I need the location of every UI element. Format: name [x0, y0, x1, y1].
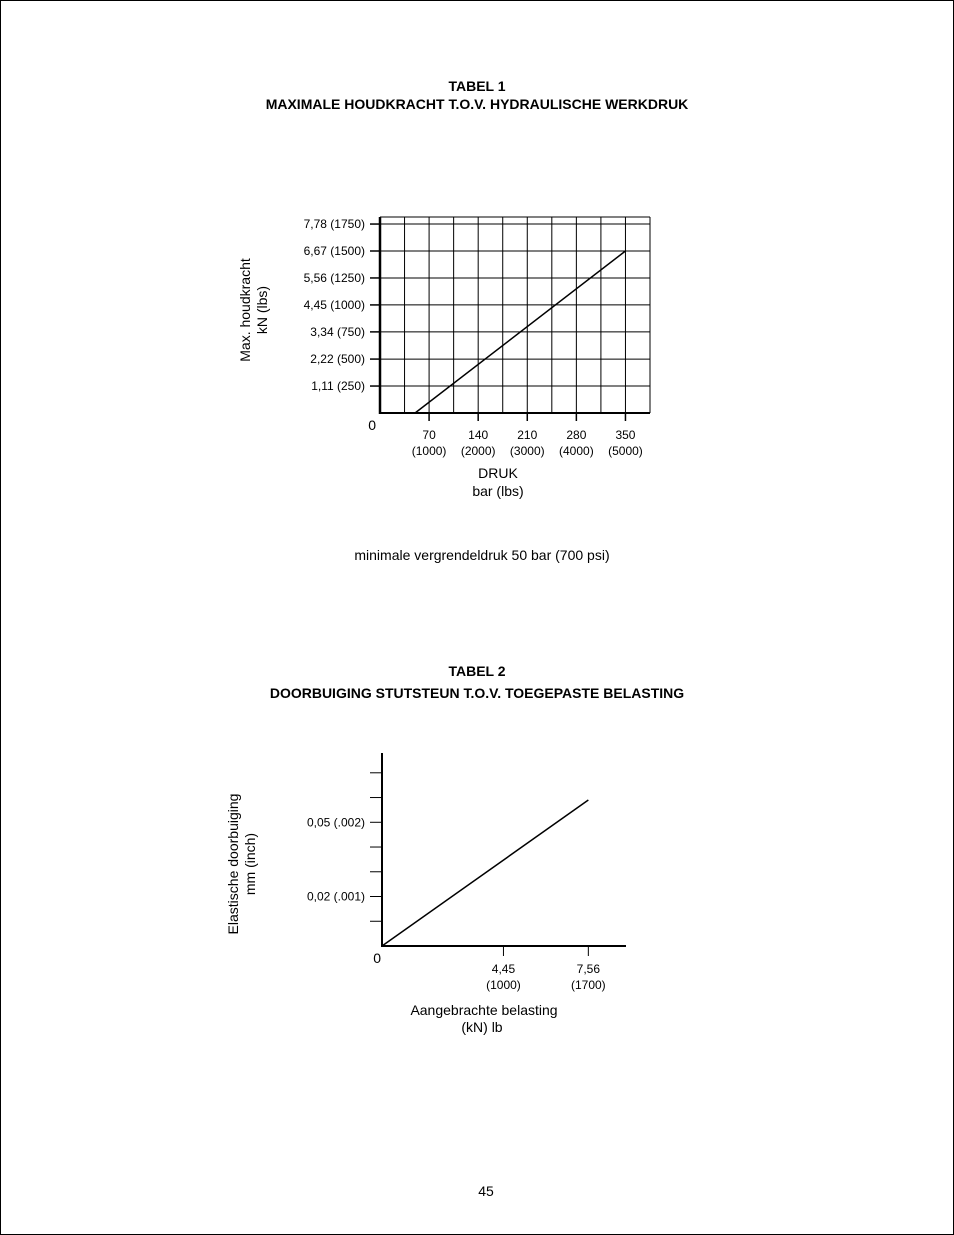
chart2-series-line: [382, 800, 588, 946]
chart1-x-tick-label: 210: [517, 428, 538, 442]
table2-heading: TABEL 2: [448, 663, 506, 679]
chart1-y-tick-label: 5,56 (1250): [303, 270, 365, 285]
minimum-locking-pressure-note: minimale vergrendeldruk 50 bar (700 psi): [354, 547, 610, 563]
chart1-x-tick-sublabel: (4000): [559, 444, 594, 458]
chart2-x-tick-label: 4,45: [491, 962, 516, 976]
table1-title: MAXIMALE HOUDKRACHT T.O.V. HYDRAULISCHE WERKDRUK: [265, 96, 689, 112]
chart1-y-tick-label: 3,34 (750): [310, 324, 365, 339]
chart2-ylabel-line1: Elastische doorbuiging: [225, 793, 241, 935]
chart1-x-tick-sublabel: (5000): [608, 444, 643, 458]
chart2-xlabel-line2: (kN) lb: [461, 1019, 503, 1035]
chart2-ylabel-line2: mm (inch): [242, 832, 258, 896]
chart1-x-tick-sublabel: (3000): [509, 444, 545, 458]
chart1-ylabel-line1: Max. houdkracht: [237, 258, 253, 362]
chart1-y-tick-label: 1,11 (250): [311, 379, 365, 394]
table2-title: DOORBUIGING STUTSTEUN T.O.V. TOEGEPASTE BELASTING: [269, 685, 685, 701]
chart1-y-tick-label: 6,67 (1500): [303, 244, 365, 259]
chart1-x-tick-sublabel: (2000): [460, 444, 496, 458]
chart2-xlabel-line1: Aangebrachte belasting: [410, 1002, 558, 1018]
chart2-origin-label: 0: [373, 950, 381, 966]
chart1-ylabel-line2: kN (lbs): [254, 285, 270, 335]
chart1-x-tick-label: 140: [468, 428, 489, 442]
chart1-x-tick-label: 70: [422, 428, 436, 442]
chart1-origin-label: 0: [368, 417, 376, 433]
chart2-x-tick-sublabel: (1700): [570, 978, 606, 992]
chart2-y-tick-label: 0,05 (.002): [306, 815, 365, 830]
chart1-y-tick-label: 4,45 (1000): [303, 297, 365, 312]
table1-heading: TABEL 1: [448, 78, 506, 94]
chart1-xlabel-line1: DRUK: [478, 465, 518, 481]
chart1-y-tick-label: 2,22 (500): [310, 352, 365, 367]
chart2-y-tick-label: 0,02 (.001): [306, 889, 365, 904]
chart1-y-tick-label: 7,78 (1750): [303, 217, 365, 232]
chart2-x-tick-label: 7,56: [576, 962, 601, 976]
chart1-xlabel-line2: bar (lbs): [472, 483, 524, 499]
chart1-x-tick-label: 350: [615, 428, 636, 442]
chart2-x-tick-sublabel: (1000): [486, 978, 521, 992]
chart1-x-tick-sublabel: (1000): [411, 444, 447, 458]
chart1-x-tick-label: 280: [566, 428, 587, 442]
page-number: 45: [478, 1183, 494, 1199]
